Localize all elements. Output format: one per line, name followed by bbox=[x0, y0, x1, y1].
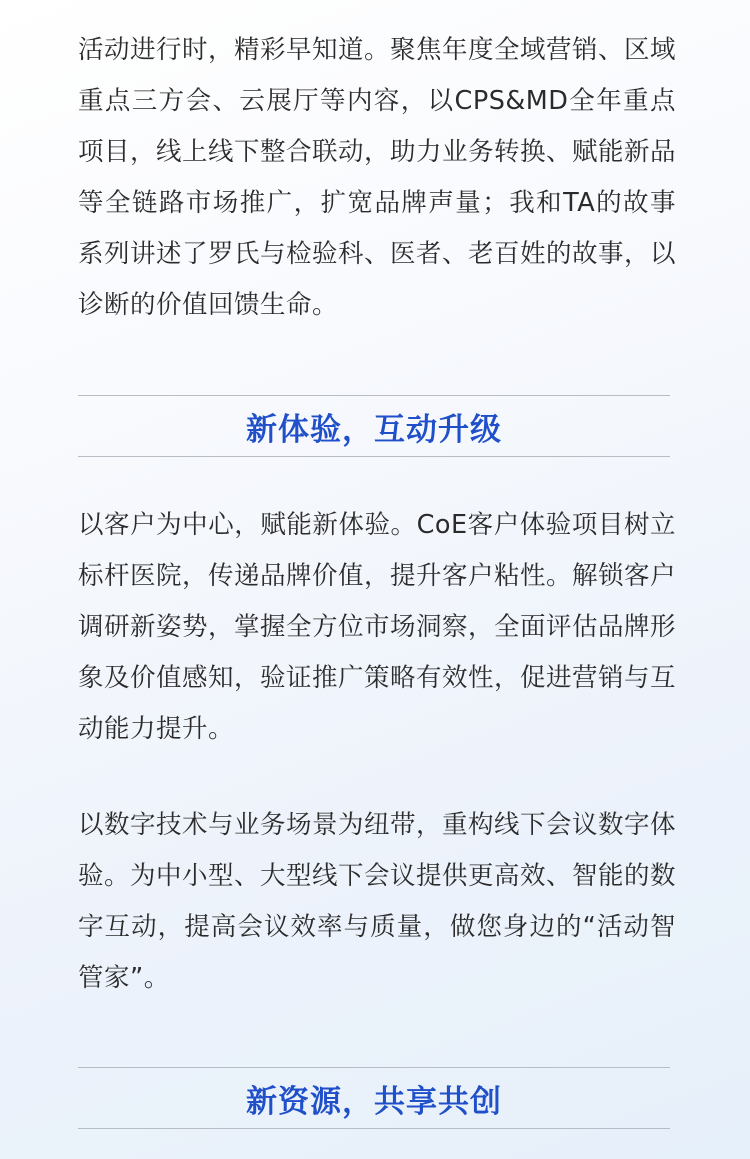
experience-paragraph-2: 以数字技术与业务场景为纽带，重构线下会议数字体验。为中小型、大型线下会议提供更高效、智能的数字互动，提高会议效率与质量，做您身边的“活动智管家”。 bbox=[78, 810, 677, 993]
section-title: 新资源，共享共创 bbox=[246, 1083, 502, 1120]
experience-paragraph-1: 以客户为中心，赋能新体验。CoE客户体验项目树立标杆医院，传递品牌价值，提升客户粘性。解锁客户调研新姿势，掌握全方位市场洞察，全面评估品牌形象及价值感知，验证推广策略有效性，促进营销与互动能力提升。 bbox=[78, 510, 677, 744]
section-title: 新体验，互动升级 bbox=[246, 411, 502, 448]
section-heading-new-resources bbox=[78, 1067, 670, 1129]
intro-paragraph: 活动进行时，精彩早知道。聚焦年度全域营销、区域重点三方会、云展厅等内容，以CPS&MD全年重点项目，线上线下整合联动，助力业务转换、赋能新品等全链路市场推广，扩宽品牌声量；我和TA的故事系列讲述了罗氏与检验科、医者、老百姓的故事，以诊断的价值回馈生命。 bbox=[78, 35, 677, 320]
section-heading-new-experience bbox=[78, 395, 670, 457]
